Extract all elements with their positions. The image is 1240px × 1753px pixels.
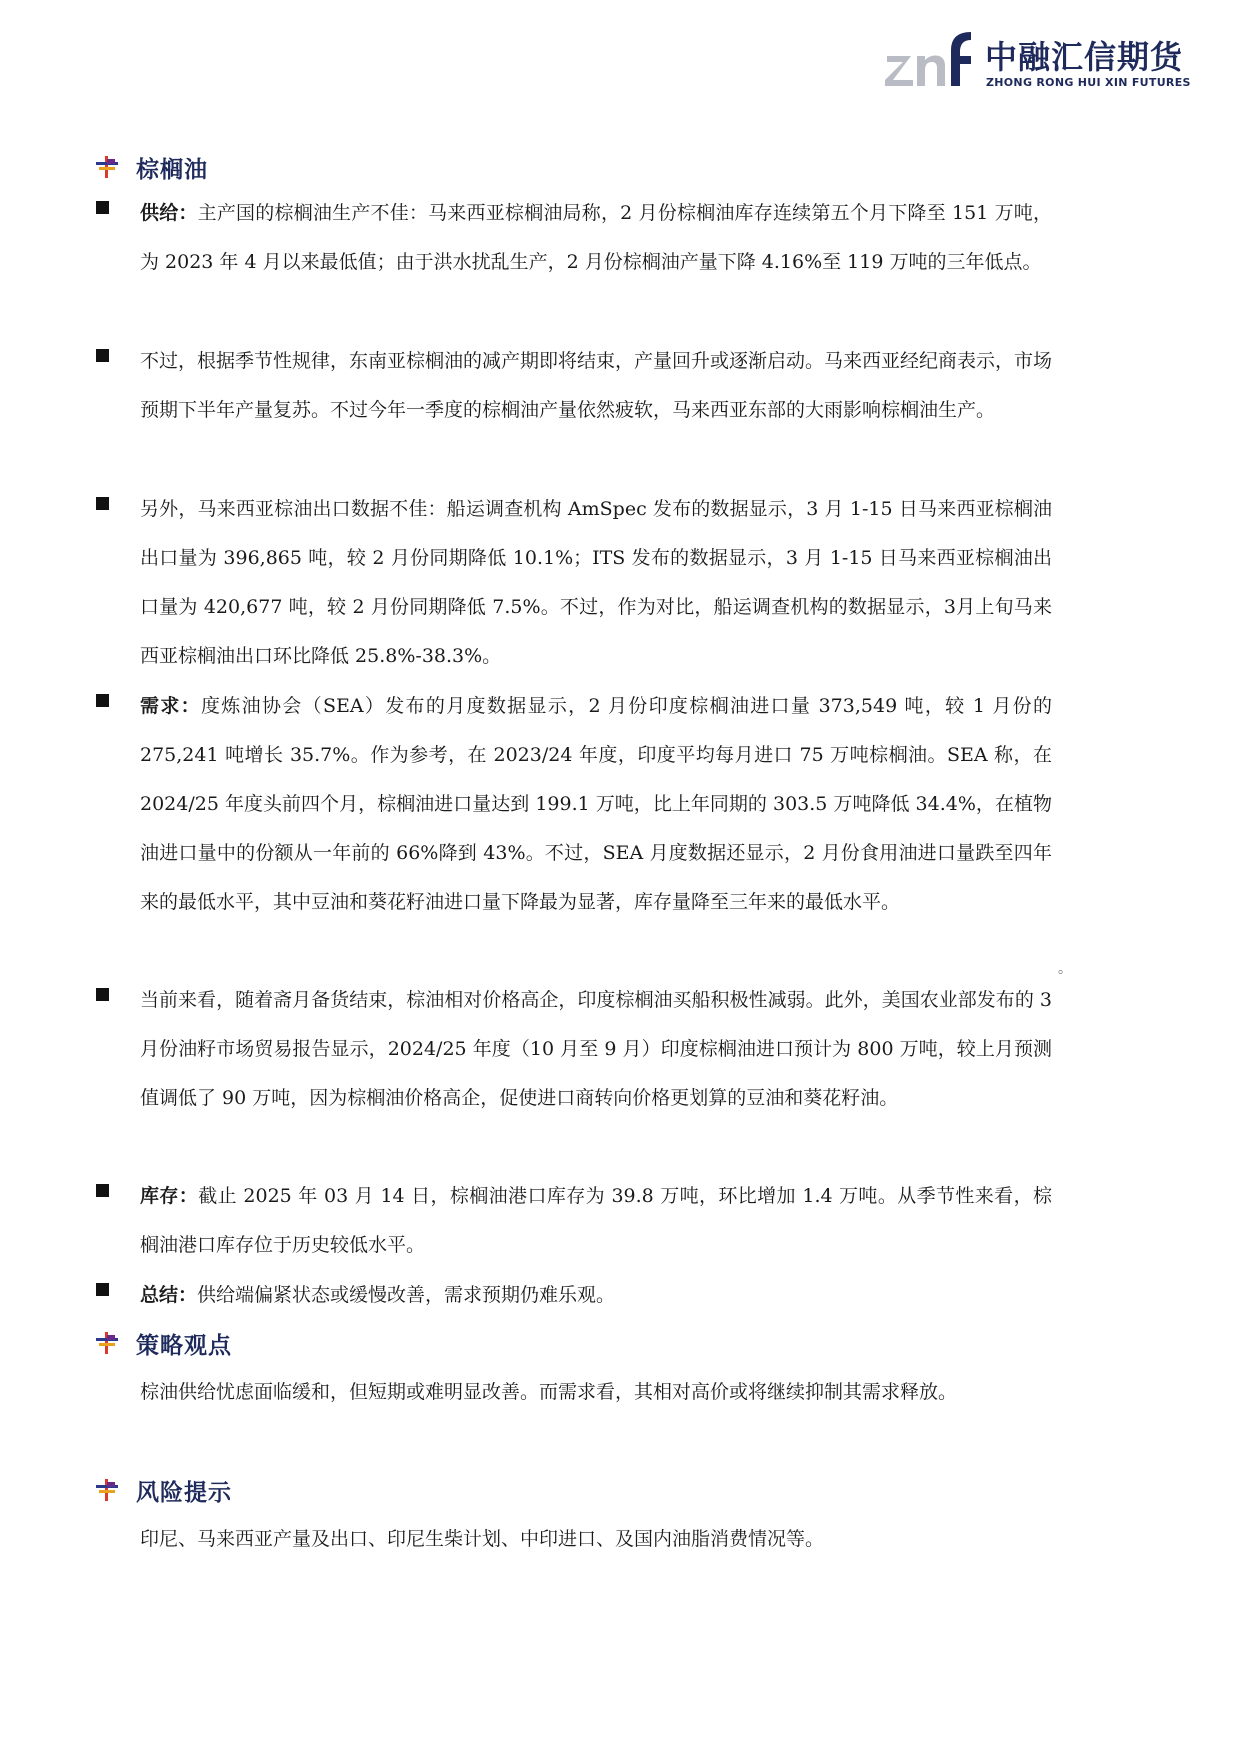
square-bullet-icon (96, 694, 109, 707)
bullet-text: 不过，根据季节性规律，东南亚棕榈油的减产期即将结束，产量回升或逐渐启动。马来西亚经纪商表示，市场预期下半年产量复苏。不过今年一季度的棕榈油产量依然疲软，马来西亚东部的大雨影响棕榈油生产。 (140, 350, 1053, 421)
bullet-text: 另外，马来西亚棕油出口数据不佳：船运调查机构 AmSpec 发布的数据显示，3 月 1-15 日马来西亚棕榈油出口量为 396,865 吨，较 2 月份同期降低 10.1%；ITS 发布的数据显示，3 月 1-15 日马来西亚棕榈油出口量为 420,677 吨，较 2 月份同期降低 7.5%。不过，作为对比，船运调查机构的数据显示，3月上旬马来西亚棕榈油出口环比降低 25.8%-38.3%。 (140, 498, 1052, 667)
stray-mark: 。 (1058, 961, 1072, 977)
bullet-label: 供给： (140, 202, 198, 224)
bullet-label: 需求： (140, 695, 201, 717)
bullet-paragraph (140, 485, 1052, 681)
bullet-text: 当前来看，随着斋月备货结束，棕油相对价格高企，印度棕榈油买船积极性减弱。此外，美国农业部发布的 3 月份油籽市场贸易报告显示，2024/25 年度（10 月至 9 月）印度棕榈油进口预计为 800 万吨，较上月预测值调低了 90 万吨，因为棕榈油价格高企，促使进口商转向价格更划算的豆油和葵花籽油。 (140, 989, 1052, 1109)
square-bullet-icon (96, 497, 109, 510)
bullet-paragraph (140, 1271, 1052, 1320)
bullet-paragraph (140, 1172, 1052, 1270)
bullet-text: 供给端偏紧状态或缓慢改善，需求预期仍难乐观。 (197, 1284, 616, 1306)
bullet-paragraph (140, 976, 1052, 1123)
strategy-paragraph: 棕油供给忧虑面临缓和，但短期或难明显改善。而需求看，其相对高价或将继续抑制其需求释放。 (140, 1381, 958, 1403)
section-heading-risk (96, 1473, 232, 1507)
section-title: 策略观点 (136, 1332, 232, 1359)
section-title: 风险提示 (136, 1479, 232, 1506)
company-logo (885, 28, 1191, 94)
square-bullet-icon (96, 988, 109, 1001)
logo-english-name: ZHONG RONG HUI XIN FUTURES (986, 76, 1191, 89)
section-heading-palm-oil (96, 150, 208, 184)
section-heading-strategy (96, 1326, 232, 1360)
bullet-paragraph (140, 189, 1052, 287)
risk-paragraph: 印尼、马来西亚产量及出口、印尼生柴计划、中印进口、及国内油脂消费情况等。 (140, 1528, 825, 1550)
square-bullet-icon (96, 349, 109, 362)
flag-icon (96, 1479, 118, 1501)
bullet-paragraph (140, 682, 1052, 927)
flag-icon (96, 156, 118, 178)
bullet-text: 截止 2025 年 03 月 14 日，棕榈油港口库存为 39.8 万吨，环比增加 1.4 万吨。从季节性来看，棕榈油港口库存位于历史较低水平。 (140, 1185, 1052, 1256)
square-bullet-icon (96, 1283, 109, 1296)
bullet-label: 总结： (140, 1284, 198, 1306)
square-bullet-icon (96, 1184, 109, 1197)
bullet-text: 主产国的棕榈油生产不佳：马来西亚棕榈油局称，2 月份棕榈油库存连续第五个月下降至 151 万吨，为 2023 年 4 月以来最低值；由于洪水扰乱生产，2 月份棕榈油产量下降 4.16%至 119 万吨的三年低点。 (140, 202, 1052, 273)
flag-icon (96, 1332, 118, 1354)
bullet-label: 库存： (140, 1185, 199, 1207)
bullet-text: 度炼油协会（SEA）发布的月度数据显示，2 月份印度棕榈油进口量 373,549 吨，较 1 月份的 275,241 吨增长 35.7%。作为参考，在 2023/24 年度，印度平均每月进口 75 万吨棕榈油。SEA 称，在 2024/25 年度头前四个月，棕榈油进口量达到 199.1 万吨，比上年同期的 303.5 万吨降低 34.4%，在植物油进口量中的份额从一年前的 66%降到 43%。不过，SEA 月度数据还显示，2 月份食用油进口量跌至四年来的最低水平，其中豆油和葵花籽油进口量下降最为显著，库存量降至三年来的最低水平。 (140, 695, 1052, 913)
section-title: 棕榈油 (136, 156, 208, 183)
logo-chinese-name: 中融汇信期货 (985, 38, 1184, 76)
square-bullet-icon (96, 201, 109, 214)
znf-logo-mark-icon (885, 28, 975, 94)
bullet-paragraph (140, 337, 1052, 435)
